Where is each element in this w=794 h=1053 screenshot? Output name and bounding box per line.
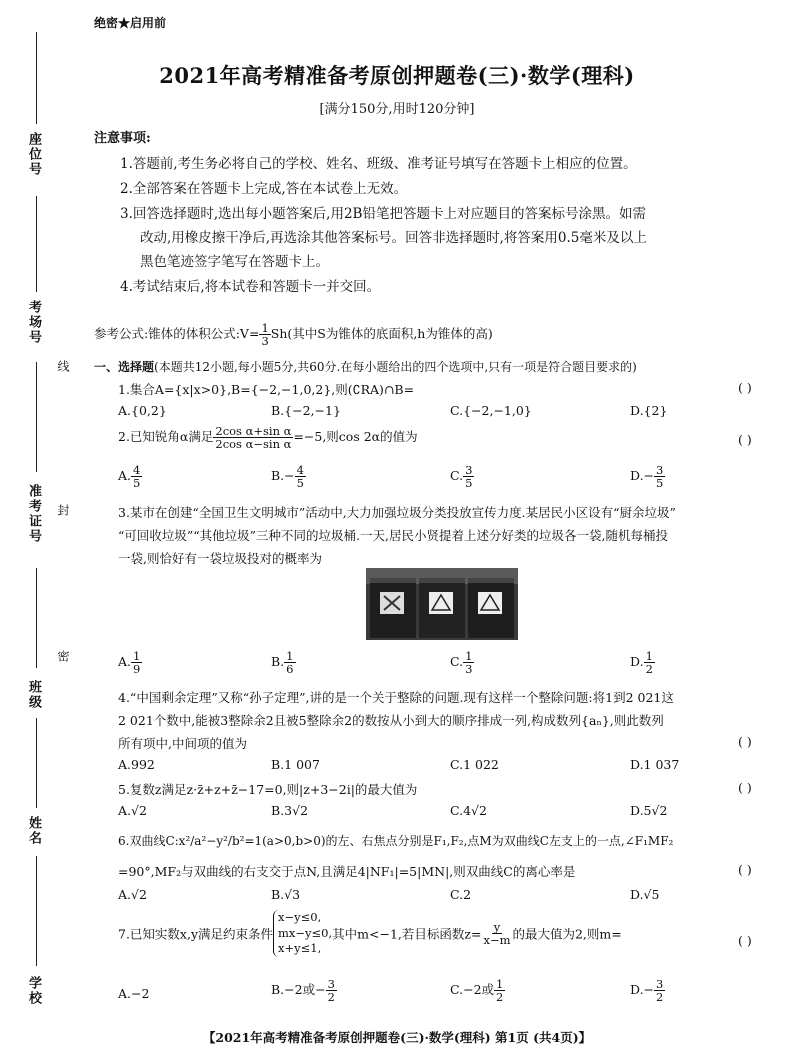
exam-ticket-label: 准考证号	[26, 484, 41, 544]
seat-number-label: 座位号	[26, 132, 41, 177]
formula-text: Sh(其中S为锥体的底面积,h为锥体的高)	[270, 326, 493, 342]
q2-option-c: C. $\frac{3}{5}$	[450, 463, 473, 491]
answer-paren: ( )	[738, 933, 752, 948]
fill-line	[36, 856, 37, 966]
question-2-stem: 2.已知锐角α满足 $\frac{\text{2cos α+sin α}}{\text{2cos α−sin α}}$ =−5,则cos 2α的值为	[118, 424, 418, 452]
q3-option-c: C. $\frac{1}{3}$	[450, 649, 473, 677]
question-7-stem: 7.已知实数x,y满足约束条件 x−y≤0, mx−y≤0, x+y≤1, 其中m<−1,若目标函数z= $\frac{y}{x-m}$ 的最大值为2,则m=	[118, 910, 622, 956]
confidential-mark: 绝密★启用前	[94, 16, 167, 30]
q6-option-a: A.√2	[118, 887, 147, 902]
fraction: $\frac{y}{x-m}$	[483, 919, 511, 947]
q3-option-d: D. $\frac{1}{2}$	[630, 649, 653, 677]
school-label: 学校	[26, 976, 41, 1006]
fraction: $\frac{\text{2cos α+sin α}}{\text{2cos α−sin α}}$	[215, 424, 292, 452]
q6-option-d: D.√5	[630, 887, 660, 902]
question-6-stem: =90°,MF₂与双曲线的右支交于点N,且满足4|NF₁|=5|MN|,则双曲线C的离心率是	[118, 864, 576, 879]
answer-paren: ( )	[738, 780, 752, 795]
page-subtitle: [满分150分,用时120分钟]	[319, 102, 475, 117]
q5-option-c: C.4√2	[450, 803, 487, 818]
q7-option-c: C.−2或 $\frac{1}{2}$	[450, 977, 504, 1005]
q5-option-d: D.5√2	[630, 803, 668, 818]
fraction: $\frac{1}{3}$	[261, 321, 269, 349]
question-5-stem: 5.复数z满足z·z̄+z+z̄−17=0,则|z+3−2i|的最大值为	[118, 782, 418, 797]
q4-option-d: D.1 037	[630, 757, 680, 772]
garbage-bins-photo	[366, 568, 518, 640]
q7-option-a: A.−2	[118, 986, 150, 1001]
seal-mark: 封	[56, 504, 70, 516]
notice-item: 改动,用橡皮擦干净后,再选涂其他答案标号。回答非选择题时,将答案用0.5毫米及以上	[140, 230, 647, 246]
q5-option-b: B.3√2	[271, 803, 309, 818]
class-label: 班级	[26, 680, 41, 710]
page-footer: 【2021年高考精准备考原创押题卷(三)·数学(理科) 第1页 (共4页)】	[202, 1030, 592, 1045]
question-3-stem: “可回收垃圾”“其他垃圾”三种不同的垃圾桶.一天,居民小贤提着上述分好类的垃圾各一袋,随机每桶投	[118, 528, 668, 543]
question-4-stem: 4.“中国剩余定理”又称“孙子定理”,讲的是一个关于整除的问题.现有这样一个整除问题:将1到2 021这	[118, 690, 674, 705]
q7-option-b: B.−2或− $\frac{3}{2}$	[271, 977, 335, 1005]
notice-heading: 注意事项:	[94, 131, 151, 146]
question-6-stem: 6.双曲线C:x²/a²−y²/b²=1(a>0,b>0)的左、右焦点分别是F₁,F₂,点M为双曲线C左支上的一点,∠F₁MF₂	[118, 834, 674, 848]
exam-room-label: 考场号	[26, 300, 41, 345]
answer-paren: ( )	[738, 734, 752, 749]
q6-option-b: B.√3	[271, 887, 301, 902]
q3-option-a: A. $\frac{1}{9}$	[118, 649, 141, 677]
q3-option-b: B. $\frac{1}{6}$	[271, 649, 294, 677]
q1-option-d: D.{2}	[630, 403, 668, 418]
formula-text: 参考公式:锥体的体积公式:V=	[94, 326, 260, 342]
q2-option-a: A. $\frac{4}{5}$	[118, 463, 141, 491]
question-1-stem: 1.集合A={x|x>0},B={−2,−1,0,2},则(∁RA)∩B=	[118, 382, 415, 397]
name-label: 姓名	[26, 816, 41, 846]
fill-line	[36, 196, 37, 292]
q7-option-d: D.− $\frac{3}{2}$	[630, 977, 664, 1005]
notice-item: 2.全部答案在答题卡上完成,答在本试卷上无效。	[120, 181, 408, 197]
q4-option-c: C.1 022	[450, 757, 499, 772]
secret-mark: 密	[56, 650, 70, 662]
q1-option-c: C.{−2,−1,0}	[450, 403, 532, 418]
section-title: 一、选择题	[94, 360, 155, 374]
section-heading	[94, 358, 637, 375]
q5-option-a: A.√2	[118, 803, 147, 818]
notice-item: 1.答题前,考生务必将自己的学校、姓名、班级、准考证号填写在答题卡上相应的位置。	[120, 156, 637, 172]
question-4-stem: 2 021个数中,能被3整除余2且被5整除余2的数按从小到大的顺序排成一列,构成数列{aₙ},则此数列	[118, 713, 664, 728]
notice-item: 黑色笔迹签字笔写在答题卡上。	[140, 254, 329, 270]
notice-item: 3.回答选择题时,选出每小题答案后,用2B铅笔把答题卡上对应题目的答案标号涂黑。如需	[120, 206, 646, 222]
fill-line	[36, 568, 37, 668]
answer-paren: ( )	[738, 862, 752, 877]
section-desc: (本题共12小题,每小题5分,共60分.在每小题给出的四个选项中,只有一项是符合题目要求的)	[154, 360, 637, 374]
q1-option-b: B.{−2,−1}	[271, 403, 341, 418]
answer-paren: ( )	[738, 432, 752, 447]
question-3-stem: 3.某市在创建“全国卫生文明城市”活动中,大力加强垃圾分类投放宣传力度.某居民小区设有“厨余垃圾”	[118, 505, 676, 520]
q2-option-d: D.− $\frac{3}{5}$	[630, 463, 664, 491]
q6-option-c: C.2	[450, 887, 472, 902]
fill-line	[36, 718, 37, 808]
constraint-system: x−y≤0, mx−y≤0, x+y≤1,	[273, 910, 332, 957]
cut-line-mark: 线	[56, 360, 70, 372]
q2-option-b: B.− $\frac{4}{5}$	[271, 463, 304, 491]
notice-item: 4.考试结束后,将本试卷和答题卡一并交回。	[120, 279, 381, 295]
fill-line	[36, 362, 37, 472]
q1-option-a: A.{0,2}	[118, 403, 167, 418]
question-4-stem: 所有项中,中间项的值为	[118, 736, 247, 751]
q4-option-b: B.1 007	[271, 757, 320, 772]
q4-option-a: A.992	[118, 757, 155, 772]
question-3-stem: 一袋,则恰好有一袋垃圾投对的概率为	[118, 551, 322, 566]
page-title: 2021年高考精准备考原创押题卷(三)·数学(理科)	[159, 63, 635, 88]
reference-formula	[94, 322, 493, 347]
answer-paren: ( )	[738, 380, 752, 395]
